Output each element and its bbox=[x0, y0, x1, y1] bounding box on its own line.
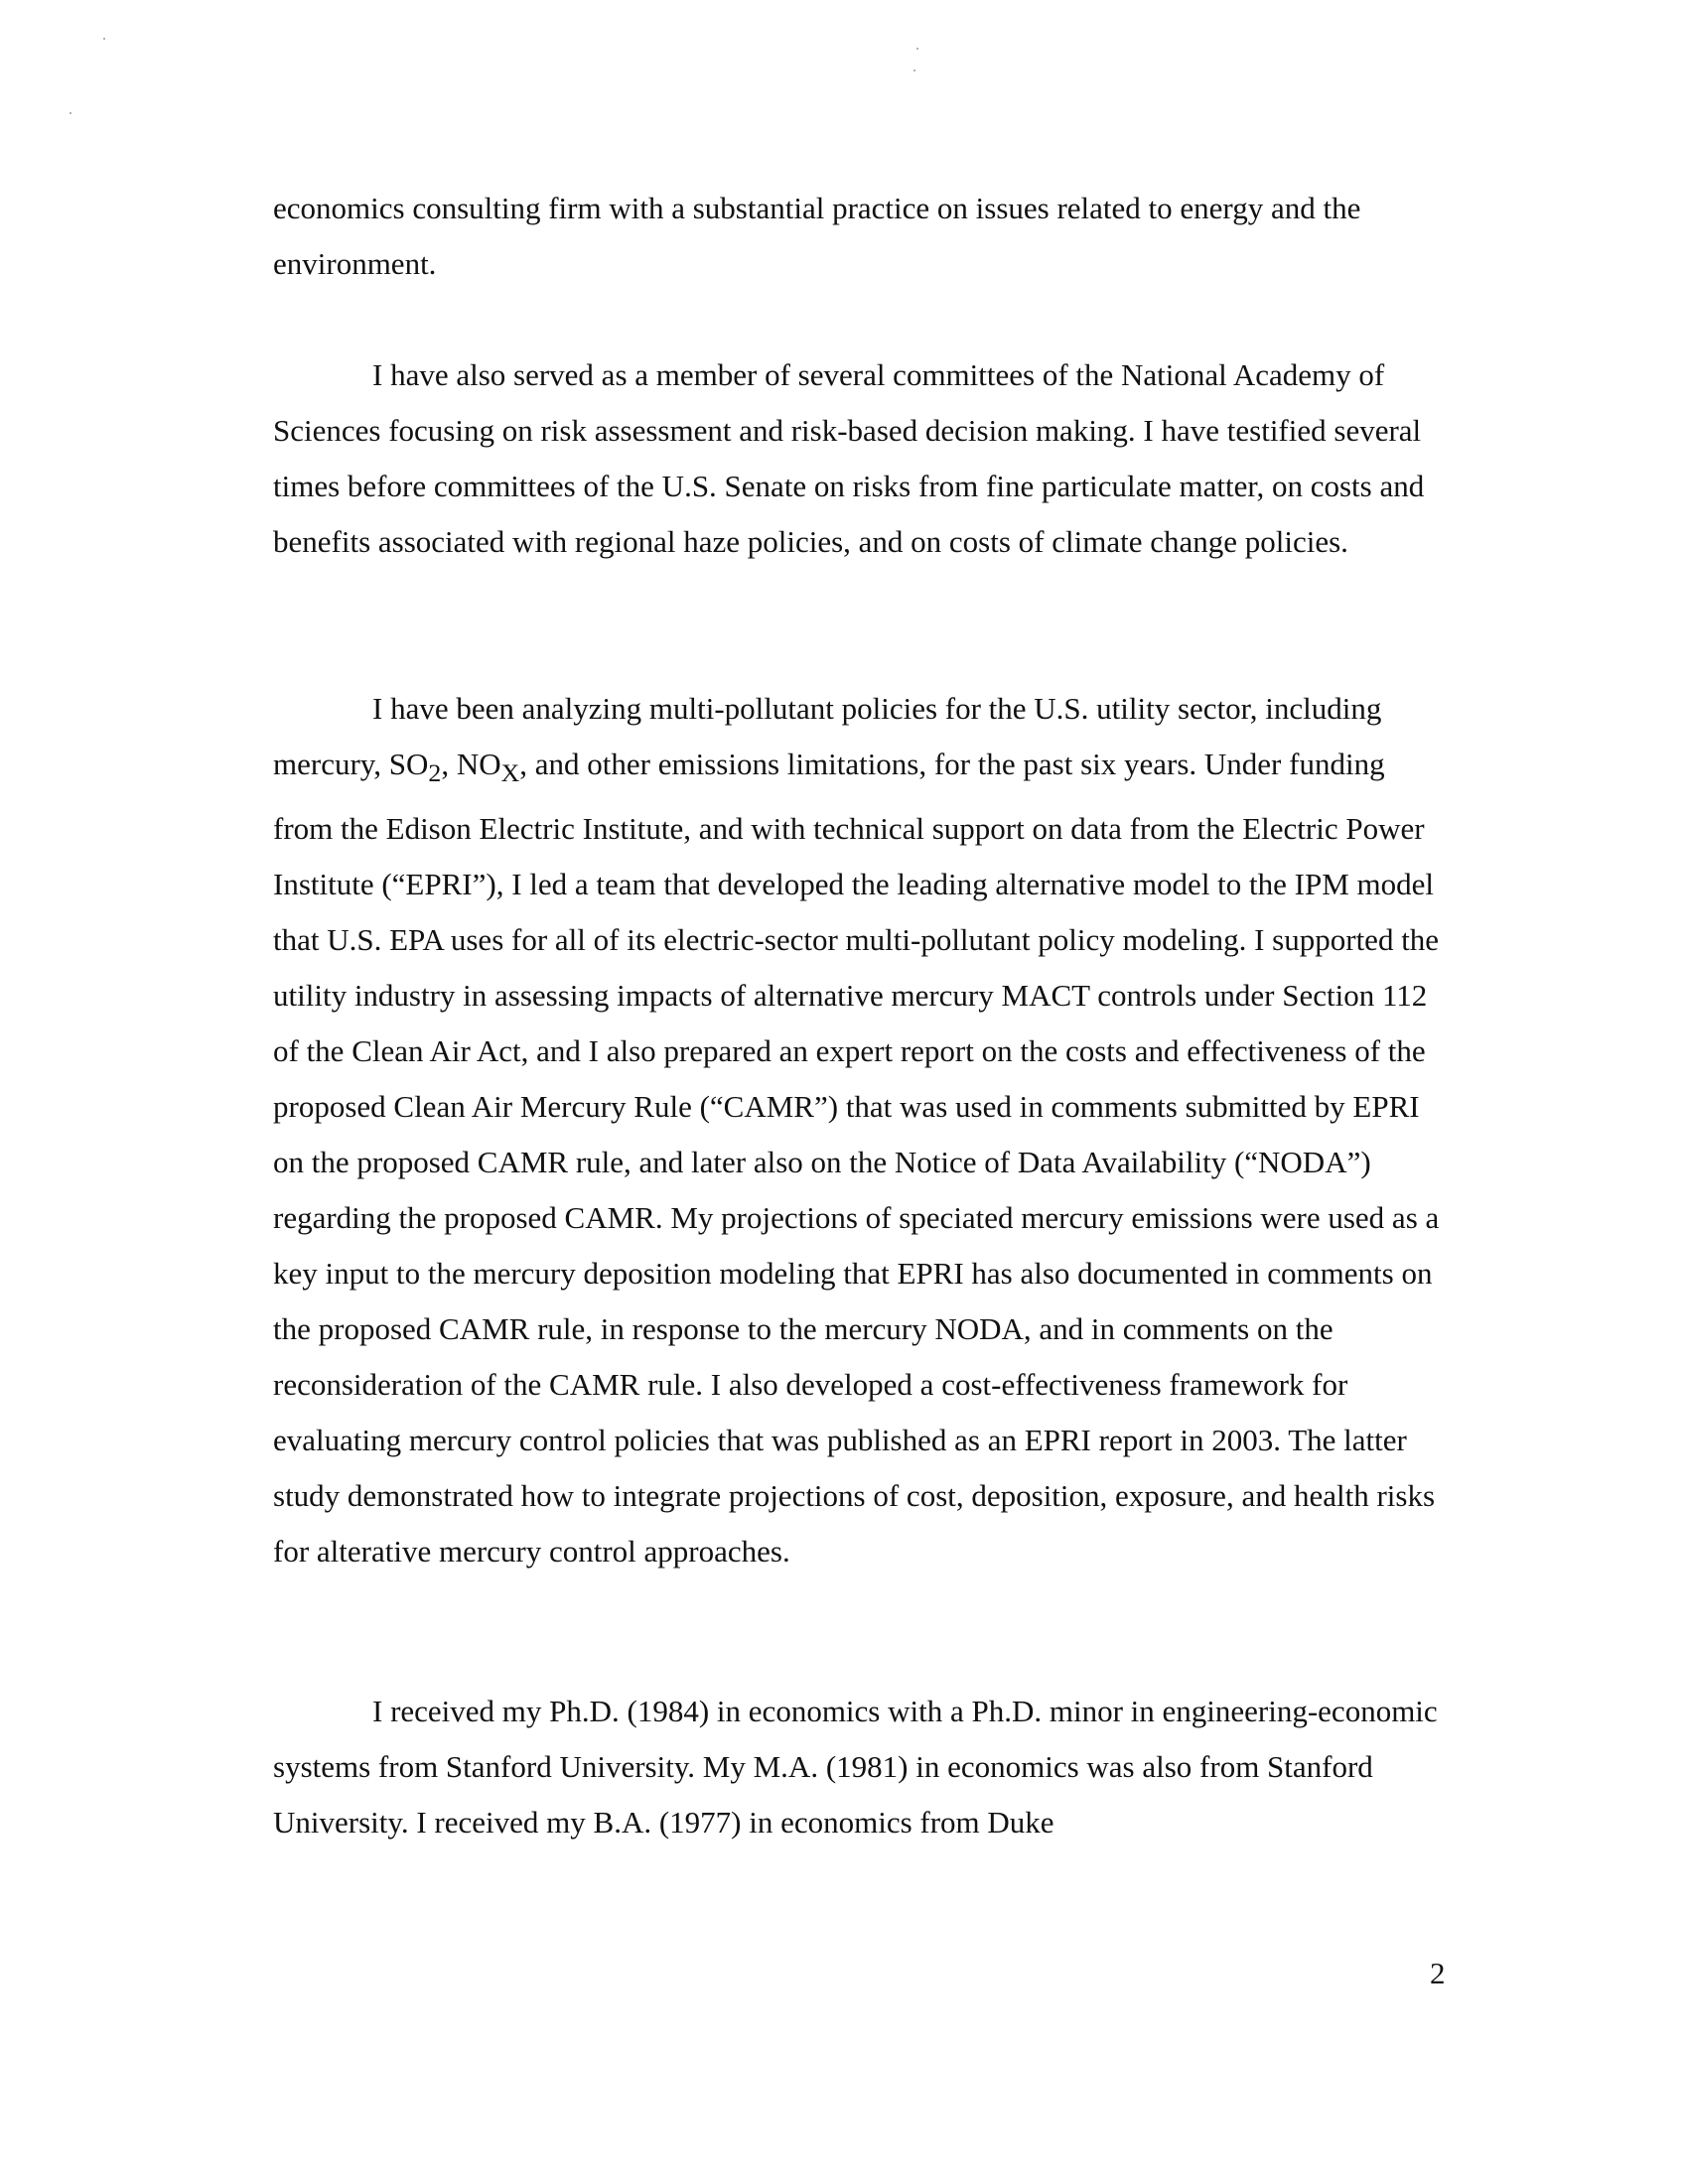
paragraph-education bbox=[273, 1684, 1450, 1850]
scan-speck bbox=[916, 48, 918, 50]
scan-speck bbox=[70, 112, 71, 114]
subscript-2: 2 bbox=[428, 758, 442, 788]
scan-speck bbox=[103, 38, 105, 40]
paragraph-text-end: , and other emissions limitations, for the past six years. Under funding from the Edison Electric Institute, and with technical support on data from the Electric Power Institute (“EPRI”), I led a team that developed the leading alternative model to the IPM model that U.S. EPA uses for all of its electric-sector multi-pollutant policy modeling. I supported the utility industry in assessing impacts of alternative mercury MACT controls under Section 112 of the Clean Air Act, and I also prepared an expert report on the costs and effectiveness of the proposed Clean Air Mercury Rule (“CAMR”) that was used in comments submitted by EPRI on the proposed CAMR rule, and later also on the Notice of Data Availability (“NODA”) regarding the proposed CAMR. My projections of speciated mercury emissions were used as a key input to the mercury deposition modeling that EPRI has also documented in comments on the proposed CAMR rule, in response to the mercury NODA, and in comments on the reconsideration of the CAMR rule. I also developed a cost-effectiveness framework for evaluating mercury control policies that was published as an EPRI report in 2003. The latter study demonstrated how to integrate projections of cost, deposition, exposure, and health risks for alterative mercury control approaches. bbox=[273, 747, 1440, 1570]
paragraph-multi-pollutant-analysis bbox=[273, 681, 1450, 1579]
paragraph-text bbox=[273, 681, 1450, 1579]
scan-speck bbox=[913, 69, 915, 71]
paragraph-text: I received my Ph.D. (1984) in economics with a Ph.D. minor in engineering-economic systems from Stanford University. My M.A. (1981) in economics was also from Stanford University. I received my B.A. (1977) in economics from Duke bbox=[273, 1694, 1438, 1840]
paragraph-text-middle: , NO bbox=[441, 747, 501, 781]
paragraph-text: economics consulting firm with a substantial practice on issues related to energy and the environment. bbox=[273, 191, 1361, 281]
subscript-x: X bbox=[500, 758, 520, 788]
paragraph-academy-committees bbox=[273, 347, 1450, 570]
paragraph-firm-description bbox=[273, 181, 1450, 292]
page-number: 2 bbox=[1430, 1956, 1446, 1990]
paragraph-text-start: I have been analyzing multi-pollutant policies for the U.S. utility sector, including mercury, SO bbox=[273, 691, 1382, 781]
paragraph-text: I have also served as a member of several committees of the National Academy of Sciences focusing on risk assessment and risk-based decision making. I have testified several times before committees of the U.S. Senate on risks from fine particulate matter, on costs and benefits associated with regional haze policies, and on costs of climate change policies. bbox=[273, 357, 1425, 559]
